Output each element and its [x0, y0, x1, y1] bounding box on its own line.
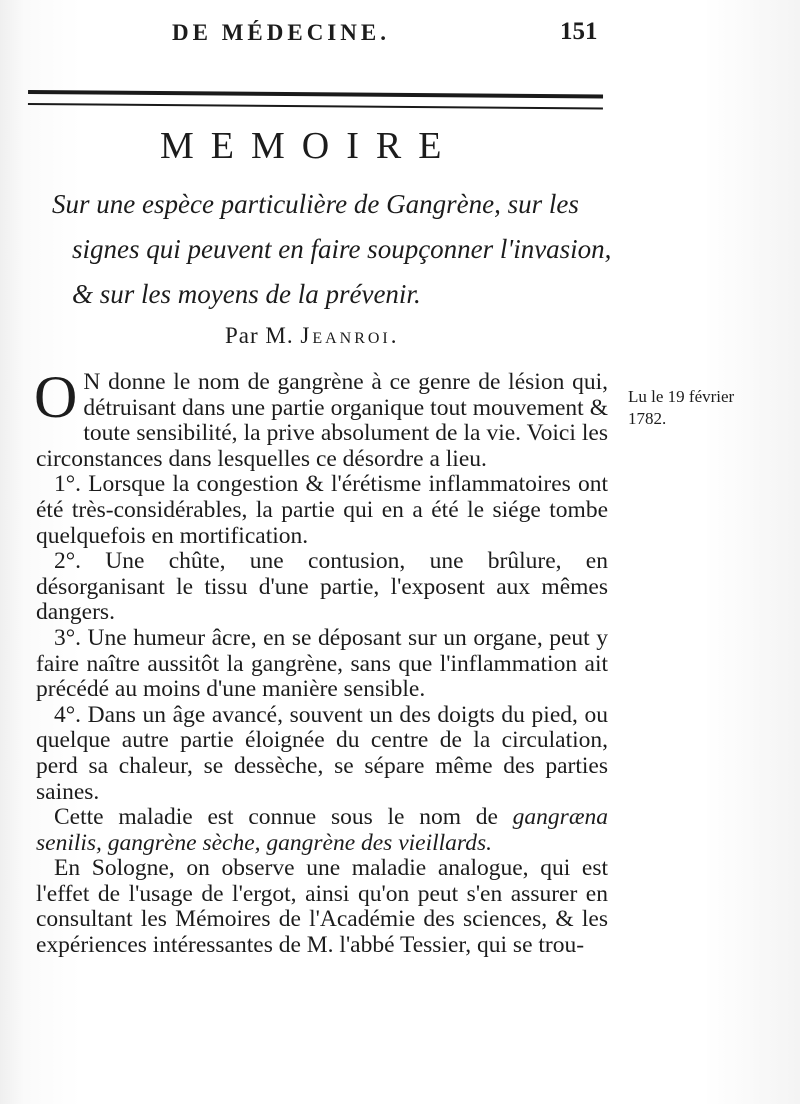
drop-cap: O — [34, 364, 78, 430]
subtitle-line: Sur une espèce particulière de Gangrène, sur les — [52, 189, 579, 219]
body-text — [34, 364, 608, 959]
subtitle-line: signes qui peuvent en faire soupçonner l'invasion, — [72, 234, 612, 264]
running-title: DE MÉDECINE. — [172, 20, 390, 45]
paragraph: 4°. Dans un âge avancé, souvent un des doigts du pied, ou quelque autre partie éloignée du centre de la circulation, perd sa chaleur, se dessèche, se sépare même des parties saines. — [36, 701, 608, 805]
paragraph: 3°. Une humeur âcre, en se déposant sur un organe, peut y faire naître aussitôt la gangrène, sans que l'inflammation ait précédé au moins d'une manière sensible. — [36, 624, 608, 703]
margin-note-date: 1782. — [628, 409, 667, 428]
paragraph — [34, 364, 608, 472]
italic-term: gangræna senilis, gangrène sèche, gangrène des vieillards. — [36, 804, 608, 856]
paragraph-text: Cette maladie est connue sous le nom de — [54, 804, 513, 831]
paragraph: En Sologne, on observe une maladie analogue, qui est l'effet de l'usage de l'ergot, ainsi qu'on peut s'en assurer en consultant les Mémoires de l'Académie des sciences, & les expériences intéressantes de M. l'abbé Tessier, qui se trou- — [36, 855, 608, 959]
article-subtitle — [52, 182, 612, 317]
author-name: Jeanroi. — [300, 323, 400, 348]
page-number: 151 — [560, 18, 598, 45]
paragraph — [36, 805, 608, 856]
margin-note-line: Lu le 19 février — [628, 387, 735, 406]
paragraph: 1°. Lorsque la congestion & l'érétisme inflammatoires ont été très-considérables, la partie qui en a été le siége tombe quelquefois en mortification. — [36, 471, 608, 549]
author-prefix: Par M. — [225, 323, 294, 348]
header-rule — [28, 90, 603, 110]
paragraph: 2°. Une chûte, une contusion, une brûlure, en désorganisant le tissu d'une partie, l'exposent aux mêmes dangers. — [36, 548, 608, 626]
author-line — [225, 323, 400, 349]
article-title: MEMOIRE — [160, 125, 459, 167]
paragraph-text: N donne le nom de gangrène à ce genre de lésion qui, détruisant dans une partie organique tout mouvement & toute sensibilité, la prive absolument de la vie. Voici les circonstances dans lesquelles ce désordre a lieu. — [36, 369, 608, 472]
margin-note — [628, 386, 778, 430]
subtitle-line: & sur les moyens de la prévenir. — [72, 279, 421, 309]
